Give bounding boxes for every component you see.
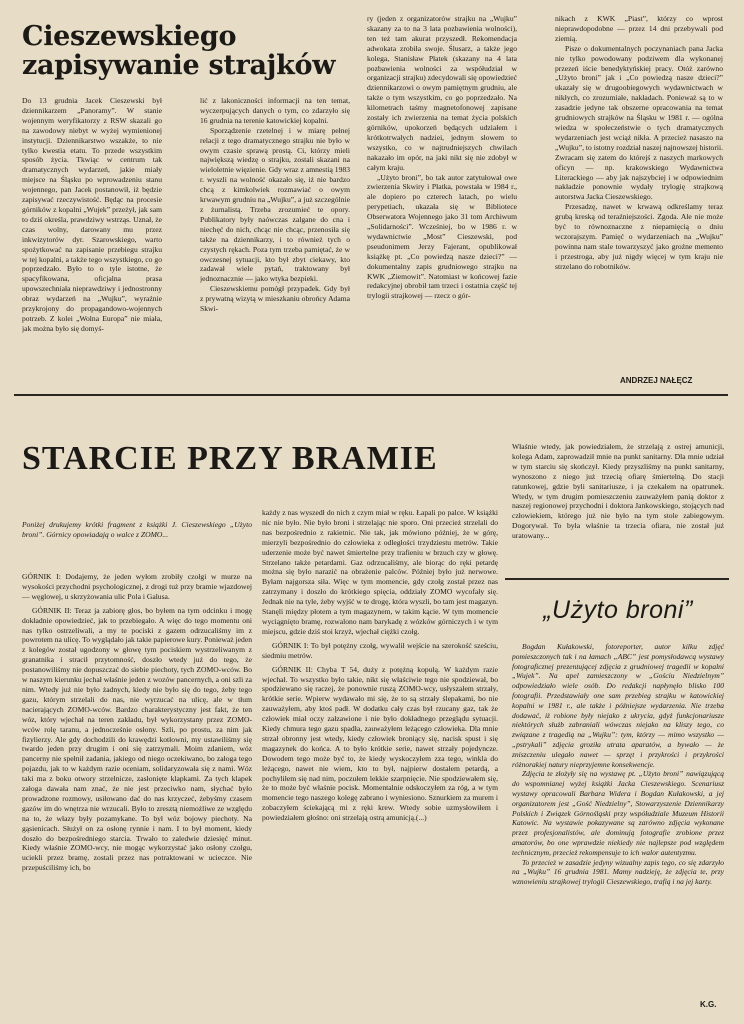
- box-paragraph: Zdjęcia te złożyły się na wystawę pt. „Użyto broni” nawiązującą do wspomnianej wyżej książki Jacka Cieszewskiego. Scenariusz wystawy opracowali Barbara Widera i Bogdan Kułakowski, a jej organizatorem jest „Gość Niedzielny”, Stowarzyszenie Dziennikarzy Polskich i Związek Górnośląski przy współudziale Muzeum Historii Katowic. Na wystawie pokazywane są zarówno zdjęcia wykonane przez profesjonalistów, ale dominują fotografie zrobione przez amatorów, bo one wprawdzie niekiedy nie najlepsze pod względem technicznym, przecież rekompensuje to ich walor autentyzmu.: [512, 769, 724, 857]
- article1-col3-paragraph: „Użyto broni”, bo tak autor zatytułował owe zwierzenia Skwiry i Płatka, powstała w 1984 r., ale dopiero po czterech latach, po wielu perypetiach, ukazała się w Bibliotece Obserwatora Wojennego jako 31 tom Archiwum „Solidarności”. Wcześniej, bo w 1986 r. w wydawnictwie „Most” Cieszewski, pod pseudonimem Jerzy Fajerant, opublikował książkę pt. „Co powiedzą nasze dzieci?” — dokumentalny zapis grudniowego strajku na KWK „Ziemowit”. Natomiast w końcowej fazie redakcyjnej obrobił tam trzeci i ostatnia część tej trylogii strajkowej — rzecz o gór-: [367, 172, 517, 301]
- article2-col3-paragraph: Właśnie wtedy, jak powiedziałem, że strzelają z ostrej amunicji, kolega Adam, zaprowadził mnie na punkt sanitarny. Dla mnie udział w tym starciu się skończył. Kiedy przyszliśmy na punkt sanitarny, wynoszono z niego już trzecią ofiarę śmiertelną. Do stacji ratunkowej, gdzie byli sanitariusze, i ja czekałem na opatrunek. Wtedy, w tym drugim pomieszczeniu zauważyłem panią doktor z naszej regionowej przychodni i doktora Jankowskiego, stojących nad człowiekiem, którego już nie było na tym stole zabiegowym. Dogorywał. To była właśnie ta trzecia ofiara, nie został już uratowany...: [512, 442, 724, 541]
- article2-col1-paragraph: GÓRNIK II: Teraz ja zabiorę głos, bo byłem na tym odcinku i mogę dokładnie opowiedzieć, jak to przebiegało. A więc do tego momentu oni nas tylko ostrzeliwali, a my te pociski z gazem odrzucaliśmy im z powrotem na ulicę. To wyglądało jak takie papierowe kury. Ponieważ jeden z kolegów został ugodzony w głowę tym pociskiem wystrzeliwanym z granatnika i stracił przytomność, doszło wtedy już do tego, że postanowiliśmy nie dopuszczać do siebie piechoty, tych ZOMO-wców. Bo w naszym kierunku jechał właśnie jeden z wozów pancernych, a oni szli za nim. Wtedy już nie było żadnych, kiedy nie było się do tego, żeby tego gazu, którym strzelali do nas, nie wyrzucać na ulicę, ale w tłum nacierających ZOMO-wców. Bardzo charakterystyczny jest fakt, że ten wóz, który wjechał na teren zakładu, był wykorzystany przez ZOMO-wców rolę taranu, a jednocześnie osłony. Szli, po prostu, za nim jak fizylierzy. Ale gdy dochodzili do krawędzi kotłowni, my ustawiliśmy się twardo jeden przy drugim i oni się zatrzymali. Moim zdaniem, wóz pancerny nie spełnił zadania, jakiego od niego oczekiwano, bo załoga tego pojazdu, jak to w każdym razie oceniam, solidaryzowała się z nami. Wóz taki ma z boku otwory strzelnicze, zasłonięte klapkami. Za tych klapek załoga dawała nam znać, że nie jest przeciwko nam, słychać było prowadzone rozmowy, usiłowano dać do nas krzyczeć, żebyśmy czasem gazów im do wnętrza nie wrzucali. Było to zresztą niemożliwe ze względu na to, że włazy były pozamykane. To był wóz bojowy piechoty. Na gąsienicach. Służył on za osłonę rynnie i nam. I to był moment, kiedy doszło do bezpośredniego starcia. Trwało to zaledwie dziesięć minut. Kiedy właśnie ZOMO-wcy, nie mogąc wykorzystać jako osłony czołgu, uciekli przez bramę, zostali przez nas potraktowani w ucieczce. Nie przepuściliśmy ich, bo: [22, 605, 252, 873]
- article1-signature: ANDRZEJ NAŁĘCZ: [620, 376, 693, 385]
- article2-column-1: [22, 572, 252, 1008]
- article2-col2-paragraph: GÓRNIK II: Chyba T 54, duży z potężną kopułą. W każdym razie wjechał. To wszystko było takie, nikt się właściwie tego nie spodziewał, bo spodziewano się raczej, że ponownie ruszą ZOMO-wcy, usłyszałem strzały, krótkie serie. Wpierw wydawało mi się, że to są strzały ślepakami, bo nie zauważyłem, aby ktoś padł. W dodatku cały czas był rzucany gaz, tak że człowiek miał oczy załzawione i nie było dokładnego przeglądu sytuacji. Kiedy chmura tego gazu spadła, zauważyłem leżącego człowieka. Dla mnie strzał obronny jest wtedy, kiedy człowiek broniący się, nacisk spust i się magazynek do końca. A to było krótkie serie, nawet strzały pojedyncze. Dowodem tego może być to, że kiedy wyskoczyłem zza tego, winkla do leżącego, nawet nie wiem, kto to był, najpierw dostałem petardą, a pochyliłem się nad nim, poczułem lekkie szarpnięcie. Nie spodziewałem się, że to może być właśnie pocisk. Momentalnie odskoczyłem za róg, a w tym momencie tego naszego kolegę zabrano i wyniesiono. Sznurkiem za murem i zobaczyłem ściekającą mi z ręki krew. Wtedy sobie uzmysłowiłem i powiedziałem głośno: oni strzelają ostrą amunicją.(...): [262, 664, 498, 823]
- article2-col1-paragraph: GÓRNIK I: Dodajemy, że jeden wyłom zrobiły czołgi w murze na wysokości przychodni psychologicznej, z drogi tuż przy bramie wjazdowej — węglowej, u skrzyżowania ulic Pola i Galusa.: [22, 572, 252, 601]
- article2-column-3: [512, 442, 724, 570]
- box-paragraph: To przecież w zasadzie jedyny wizualny zapis tego, co się zdarzyło na „Wujku” 16 grudnia 1981. Mamy nadzieję, że zdjęcia te, przy wznowieniu strajkowej trylogii Cieszewskiego, trafią i na jej karty.: [512, 857, 724, 887]
- box-signature: K.G.: [700, 1000, 717, 1009]
- article2-lead-text: Poniżej drukujemy krótki fragment z książki J. Cieszewskiego „Użyto broni”. Górnicy opowiadają o walce z ZOMO...: [22, 520, 252, 539]
- article2-title: STARCIE PRZY BRAMIE: [22, 440, 438, 477]
- article1-col4-paragraph: nikach z KWK „Piast”, którzy co wprost nieprawdopodobne — przez 14 dni przebywali pod ziemią.: [555, 14, 723, 43]
- box-top-rule: [505, 578, 729, 580]
- box-paragraph: Bogdan Kułakowski, fotoreporter, autor kilku zdjęć pomieszczonych tak i na łamach „ABC” jest pomysłodawcą wystawy fotograficznej prezentującej zdjęcia z grudniowej tragedii w kopalni „Wujek”. Na apel zamieszczony w „Gościu Niedzielnym” odpowiedziało wiele osób. Do redakcji napłynęło blisko 100 fotografii. Przedstawiały one sam przebieg strajku w katowickiej kopalni w 1981 r., ale także i późniejsze wydarzenia. Nie trzeba dodawać, iż robione były niejako z ukrycia, gdyż funkcjonariusze niektórych służb zabraniali wówczas niejako na kliszy tego, co związane z tragedią na „Wujku”: tym, którzy — mimo wszystko — „pstrykali” zdjęcia groziła utrata aparatów, a bywało — że zniszczeniu ulegało nawet — sprzęt i przykrości i przykrości różnorakiej natury nieprzyjemne konsekwencje.: [512, 642, 724, 769]
- article1-column-2: [200, 96, 350, 358]
- article1-column-1: [22, 96, 162, 358]
- box-body: [512, 642, 724, 996]
- article2-column-2: [262, 508, 498, 1008]
- box-title: „Użyto broni”: [543, 596, 693, 624]
- article1-col2-paragraph: lić z lakoniczności informacji na ten temat, wyczerpujących danych o tym, co zdarzyło się 16 grudnia na terenie katowickiej kopalni.: [200, 96, 350, 125]
- article1-column-3: [367, 14, 517, 356]
- article1-col2-paragraph: Cieszewskiemu pomógł przypadek. Gdy był z prywatną wizytą w mieszkaniu obrońcy Adama Skwi-: [200, 284, 350, 314]
- article1-col1-paragraph: Do 13 grudnia Jacek Cieszewski był dziennikarzem „Panoramy”. W stanie wojennym weryfikatorzy z RSW skazali go na zawodowy niebyt w wyżej wymienionej instytucji. Dziennikarstwo wszakże, to nie tylko kwestia etatu. To przede wszystkim sposób życia. Tkwiąc w centrum tak dramatycznych wydarzeń, jakie miały miejsce na Śląsku po wprowadzeniu stanu wojennego, pan Jacek postanowił, iż będzie zapisywać rzeczywistość. Będąc na procesie górników z kopalni „Wujek” przeżył, jak sam to dziś określa, prawdziwy wstrząs. Uznał, że czas wolny, darowany mu przez inkwizytorów dyr. Szarowskiego, warto spożytkować na zapisanie przebiegu strajku w tej kopalni, a także tego wszystkiego, co go poprzedzało. Było to o tyle istotne, że spacyfikowana, oficjalna prasa upowszechniała nieprawdziwy i jednostronny obraz wydarzeń na „Wujku”, wyraźnie przykrojony do propagandowo-wojennych potrzeb. Z kolei „Wolna Europa” nie miała, jak można było się domyś-: [22, 96, 162, 333]
- section-divider: [14, 394, 728, 396]
- article1-title: Cieszewskiego zapisywanie strajków: [22, 21, 336, 81]
- article1-col4-paragraph: Pisze o dokumentalnych poczynaniach pana Jacka nie tylko powodowany podziwem dla wykonanej przezeń iście benedyktyńskiej pracy. Otóż zarówno „Użyto broni” jak i „Co powiedzą nasze dzieci?” ukazały się w drugoobiegowych wydawnictwach w nikłych, co zrozumiałe, nakładach. Ponieważ są to w zasadzie jedyne tak obszerne opracowania na temat grudniowych strajków na Śląsku w 1981 r. — ogólna wiedza w społeczeństwie o tych dramatycznych wydarzeniach jest wciąż nikła. A przecież nasaszo na „Wujku”, to istotny rozdział naszej najnowszej historii. Zwracam się zatem do którejś z naszych markowych oficyn — np. krakowskiego Wydawnictwa Literackiego — aby jak najszybciej i w odpowiednim nakładzie ponownie wydały trylogię strajkową autorstwa Jacka Cieszewskiego.: [555, 43, 723, 202]
- article2-col2-paragraph: każdy z nas wyszedł do nich z czym miał w ręku. Łapali po palce. W książki nic nie było. Nie było broni i strzelając nie sporo. Oni przecież strzelali do nas bezpośrednio z rakietnic. Nie tak, jak mówiono później, że w górę, mierzyli bezpośrednio do człowieka z odległości trzydziestu metrów. Takie uderzenie może być nawet śmiertelne przy trafieniu w brzuch czy w głowę. Strzelano także petardami. Gaz odrzucaliśmy, ale biorąc do ręki petardę można się było narazić na obrażenie palców. Później było już nerwowe. Byłam najgorsza siła. Więc w tym momencie, gdy czołg został przez nas zatrzymany i doszło do krótkiego spięcia, oddziały ZOMO wycofały się. Jednak nie na tyle, żeby wyjść w te drogę, która wyszli, bo tam jest magazyn. Stanęli między płotem a tym magazynem, w takim kącie. W tym momencie wyciągnięto bramę, rozwalono nam barykadę z wózków górniczych i w tym miejscu, gdzie dziś stoi krzyż, wjechał ciężki czołg.: [262, 508, 498, 636]
- article2-col2-paragraph: GÓRNIK I: To był potężny czołg, wywalił wejście na szerokość sześciu, siedmiu metrów.: [262, 640, 498, 660]
- article1-col3-paragraph: ry (jeden z organizatorów strajku na „Wujku” skazany za to na 3 lata pozbawienia wolności), ten też tam akurat przyszedł. Rekomendacja adwokata zrobiła swoje. Ślusarz, a także jego kolega, Stanisław Płatek (skazany na 4 lata pozbawienia wolności za współudział w organizacji strajku) zdecydowali się opowiedzieć dziennikarzowi o owym pamiętnym grudniu, ale także o tym wszystkim, co go poprzedzało. Na kilometrach taśmy magnetofonowej zapisane zostały ich zwierzenia na temat życia polskich górników, upokorzeń będących udziałem i krótkotrwałych nadziei, jednym słowem to wszystko, co w najtrudniejszych chwilach nakazało im opór, na jaki nikt się nie zdobył w całym kraju.: [367, 14, 517, 172]
- article2-lead: [22, 520, 252, 540]
- article1-col4-paragraph: Przesadzę, nawet w krwawą odkreślamy teraz grubą kreską od teraźniejszości. Zgoda. Ale nie może być to równoznaczne z niepamięcią o dniu wczorajszym. Pamięć o wydarzeniach na „Wujku” powinna nam stale towarzyszyć jako groźne memento i przestroga, aby już nigdy więcej w tym kraju nie strzelano do robotników.: [555, 202, 723, 271]
- article1-column-4: [555, 14, 723, 364]
- article1-col2-paragraph: Sporządzenie rzetelnej i w miarę pełnej relacji z tego dramatycznego strajku nie było w owym czasie sprawą prostą. Ci, którzy mieli największą wiedzę o strajku, zostali skazani na wieloletnie więzienie. Gdy wraz z amnestią 1983 r. wyszli na wolność okazało się, iż nie bardzo chcą z kimkolwiek rozmawiać o owym krwawym grudniu na „Wujku”, a już szczególnie z żurnalistą. Trzeba zrozumieć te opory. Publikatory były naówczas zalgane do cna i niechęć do nich, chcąc nie chcąc, przenosiła się także na dziennikarzy, i to również tych o czystych rękach. Poza tym trzeba pamiętać, że w owczesnej sytuacji, kto był zbyt ciekawy, kto zadawał wiele pytań, traktowany był jednoznacznie — jako wtyka bezpieki.: [200, 125, 350, 284]
